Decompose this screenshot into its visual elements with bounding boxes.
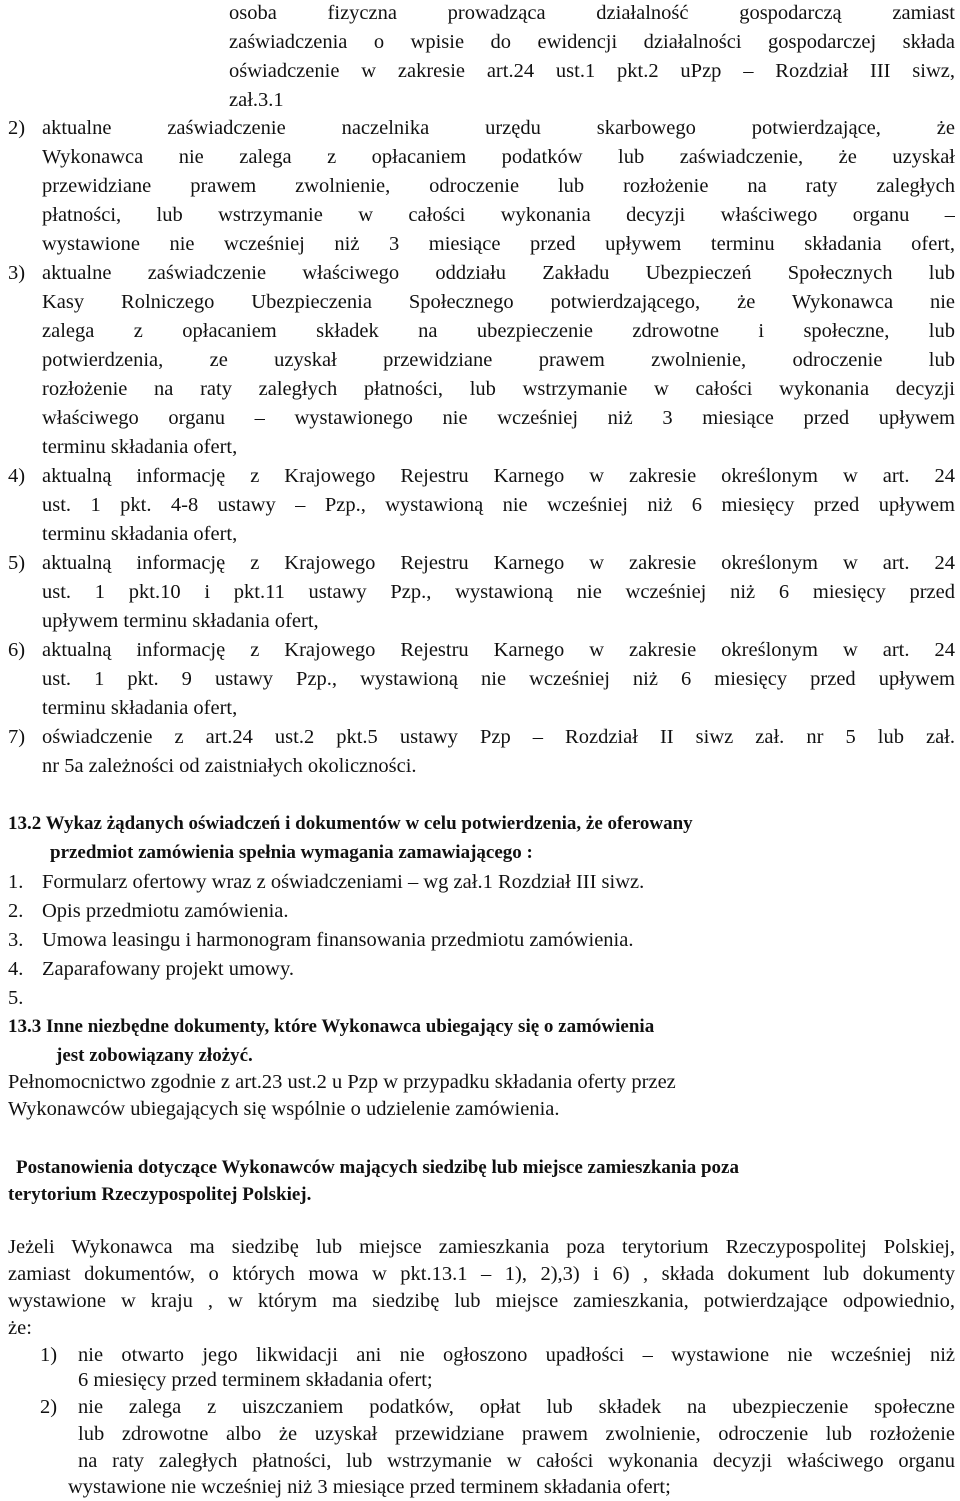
foreign-item-number-2: 2) [40,1396,58,1418]
list-item-number: 2. [8,900,24,922]
paragraph-line: Pełnomocnictwo zgodnie z art.23 ust.2 u Pzp w przypadku składania oferty przez [8,1071,676,1093]
item-2-line-4: płatności, lub wstrzymanie w całości wykonania decyzji właściwego organu – [42,204,955,226]
item-4-line-2: ust. 1 pkt. 4-8 ustawy – Pzp., wystawioną nie wcześniej niż 6 miesięcy przed upływem [42,494,955,516]
item-3-line-7: terminu składania ofert, [42,436,238,458]
item-1-line-2: zaświadczenia o wpisie do ewidencji działalności gospodarczej składa [229,31,955,53]
foreign-item-2-line-4: wystawione nie wcześniej niż 3 miesiące przed terminem składania ofert; [68,1476,671,1498]
foreign-item-2-line-3: na raty zaległych płatności, lub wstrzymanie w całości wykonania decyzji właściwego organu [78,1450,955,1472]
item-1-line-1: osoba fizyczna prowadząca działalność gospodarczą zamiast [229,2,955,24]
paragraph-line: wystawione w kraju , w którym ma siedzibę lub miejsce zamieszkania, potwierdzające odpowiednio, [8,1290,955,1312]
section-13-3-heading: 13.3 Inne niezbędne dokumenty, które Wykonawca ubiegający się o zamówienia [8,1016,655,1037]
item-number-7: 7) [8,726,26,748]
section-13-2-heading: 13.2 Wykaz żądanych oświadczeń i dokumentów w celu potwierdzenia, że oferowany [8,813,693,834]
list-item-text: Formularz ofertowy wraz z oświadczeniami – wg zał.1 Rozdział III siwz. [42,871,645,893]
item-6-line-3: terminu składania ofert, [42,697,238,719]
item-number-3: 3) [8,262,26,284]
item-3-line-6: właściwego organu – wystawionego nie wcześniej niż 3 miesiące przed upływem [42,407,955,429]
foreign-item-number-1: 1) [40,1344,58,1366]
item-3-line-3: zalega z opłacaniem składek na ubezpieczenie zdrowotne i społeczne, lub [42,320,955,342]
item-1-line-3: oświadczenie w zakresie art.24 ust.1 pkt.2 uPzp – Rozdział III siwz, [229,60,955,82]
foreign-item-1-line-2: 6 miesięcy przed terminem składania ofert; [78,1369,433,1391]
item-number-6: 6) [8,639,26,661]
item-5-line-3: upływem terminu składania ofert, [42,610,319,632]
item-5-line-1: aktualną informację z Krajowego Rejestru Karnego w zakresie określonym w art. 24 [42,552,955,574]
paragraph-line: Jeżeli Wykonawca ma siedzibę lub miejsce zamieszkania poza terytorium Rzeczypospolitej Polskiej, [8,1236,955,1258]
item-4-line-3: terminu składania ofert, [42,523,238,545]
paragraph-line: Wykonawców ubiegających się wspólnie o udzielenie zamówienia. [8,1098,560,1120]
item-5-line-2: ust. 1 pkt.10 i pkt.11 ustawy Pzp., wystawioną nie wcześniej niż 6 miesięcy przed [42,581,955,603]
item-4-line-1: aktualną informację z Krajowego Rejestru Karnego w zakresie określonym w art. 24 [42,465,955,487]
list-item-number: 4. [8,958,24,980]
item-2-line-2: Wykonawca nie zalega z opłacaniem podatków lub zaświadczenie, że uzyskał [42,146,955,168]
paragraph-line: że: [8,1317,32,1339]
item-number-4: 4) [8,465,26,487]
section-13-2-heading-cont: przedmiot zamówienia spełnia wymagania zamawiającego : [50,842,533,863]
foreign-heading: Postanowienia dotyczące Wykonawców mających siedzibę lub miejsce zamieszkania poza [16,1157,739,1178]
foreign-item-2-line-2: lub zdrowotne albo że uzyskał przewidziane prawem zwolnienie, odroczenie lub rozłożenie [78,1423,955,1445]
list-item-text: Opis przedmiotu zamówienia. [42,900,289,922]
item-7-line-1: oświadczenie z art.24 ust.2 pkt.5 ustawy Pzp – Rozdział II siwz zał. nr 5 lub zał. [42,726,955,748]
item-7-line-2: nr 5a zależności od zaistniałych okoliczności. [42,755,417,777]
list-item-text: Zaparafowany projekt umowy. [42,958,294,980]
item-number-2: 2) [8,117,26,139]
foreign-item-1-line-1: nie otwarto jego likwidacji ani nie ogłoszono upadłości – wystawione nie wcześniej niż [78,1344,955,1366]
list-item-number: 3. [8,929,24,951]
item-number-5: 5) [8,552,26,574]
foreign-heading-cont: terytorium Rzeczypospolitej Polskiej. [8,1184,312,1205]
item-3-line-1: aktualne zaświadczenie właściwego oddziału Zakładu Ubezpieczeń Społecznych lub [42,262,955,284]
item-1-line-4: zał.3.1 [229,89,284,111]
item-6-line-1: aktualną informację z Krajowego Rejestru Karnego w zakresie określonym w art. 24 [42,639,955,661]
list-item-number: 1. [8,871,24,893]
list-item-text: Umowa leasingu i harmonogram finansowania przedmiotu zamówienia. [42,929,634,951]
item-2-line-5: wystawione nie wcześniej niż 3 miesiące przed upływem terminu składania ofert, [42,233,955,255]
item-2-line-1: aktualne zaświadczenie naczelnika urzędu skarbowego potwierdzające, że [42,117,955,139]
foreign-item-2-line-1: nie zalega z uiszczaniem podatków, opłat lub składek na ubezpieczenie społeczne [78,1396,955,1418]
item-3-line-4: potwierdzenia, ze uzyskał przewidziane prawem zwolnienie, odroczenie lub [42,349,955,371]
item-3-line-5: rozłożenie na raty zaległych płatności, lub wstrzymanie w całości wykonania decyzji [42,378,955,400]
section-13-3-heading-cont: jest zobowiązany złożyć. [56,1045,253,1066]
list-item-number: 5. [8,987,24,1009]
item-2-line-3: przewidziane prawem zwolnienie, odroczenie lub rozłożenie na raty zaległych [42,175,955,197]
item-3-line-2: Kasy Rolniczego Ubezpieczenia Społecznego potwierdzającego, że Wykonawca nie [42,291,955,313]
paragraph-line: zamiast dokumentów, o których mowa w pkt.13.1 – 1), 2),3) i 6) , składa dokument lub dokumenty [8,1263,955,1285]
item-6-line-2: ust. 1 pkt. 9 ustawy Pzp., wystawioną nie wcześniej niż 6 miesięcy przed upływem [42,668,955,690]
